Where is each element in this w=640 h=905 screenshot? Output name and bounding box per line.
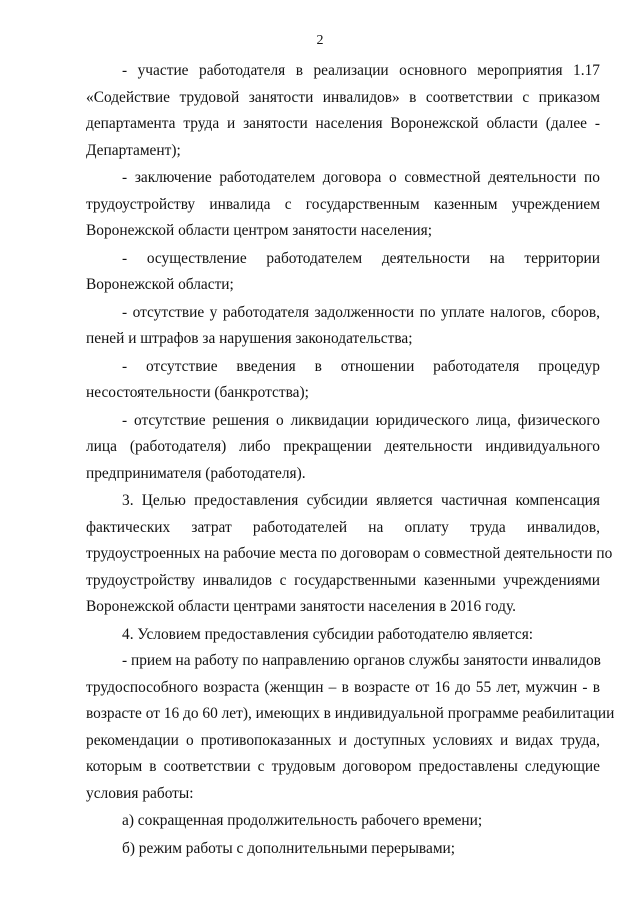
text-line: 4. Условием предоставления субсидии работодателю является: [122, 625, 534, 643]
text-line: которым в соответствии с трудовым договором предоставлены следующие [86, 758, 600, 775]
text-line: - отсутствие введения в отношении работодателя процедур [122, 357, 600, 375]
text-line: трудоспособного возраста (женщин – в возрасте от 16 до 55 лет, мужчин - в [86, 678, 600, 696]
text-line: Департамент); [86, 141, 181, 159]
text-line: трудоустройству инвалидов с государственными казенными учреждениями [86, 571, 600, 589]
text-line: - осуществление работодателем деятельности на территории [122, 249, 600, 267]
text-line: б) режим работы с дополнительными перерывами; [122, 839, 456, 857]
text-line: трудоустройству инвалида с государственным казенным учреждением [86, 195, 600, 213]
text-line: «Содействие трудовой занятости инвалидов» в соответствии с приказом [86, 88, 600, 106]
text-line: рекомендации о противопоказанных и доступных условиях и видах труда, [86, 731, 600, 749]
text-line: - заключение работодателем договора о совместной деятельности по [122, 169, 600, 186]
text-line: - участие работодателя в реализации основного мероприятия 1.17 [122, 62, 600, 79]
text-line: фактических затрат работодателей на оплату труда инвалидов, [86, 518, 600, 536]
text-line: пеней и штрафов за нарушения законодательства; [86, 330, 413, 347]
text-line: несостоятельности (банкротства); [86, 384, 309, 401]
text-line: трудоустроенных на рабочие места по договорам о совместной деятельности по [86, 545, 613, 562]
text-line: Воронежской области; [86, 276, 234, 293]
text-line: 3. Целью предоставления субсидии является частичная компенсация [122, 492, 600, 509]
text-line: департамента труда и занятости населения Воронежской области (далее - [86, 115, 600, 132]
text-line: предпринимателя (работодателя). [86, 464, 306, 482]
text-line: возрасте от 16 до 60 лет), имеющих в индивидуальной программе реабилитации [86, 705, 615, 722]
document-body [86, 58, 615, 862]
text-line: Воронежской области центром занятости населения; [86, 222, 433, 239]
text-line: - отсутствие решения о ликвидации юридического лица, физического [122, 411, 600, 429]
text-line: Воронежской области центрами занятости населения в 2016 году. [86, 598, 516, 615]
text-line: а) сокращенная продолжительность рабочего времени; [122, 812, 483, 829]
page-number: 2 [316, 33, 324, 48]
text-line: - отсутствие у работодателя задолженности по уплате налогов, сборов, [122, 303, 600, 321]
text-line: - прием на работу по направлению органов службы занятости инвалидов [122, 652, 601, 669]
text-line: лица (работодателя) либо прекращении деятельности индивидуального [86, 438, 600, 455]
text-line: условия работы: [86, 784, 194, 802]
